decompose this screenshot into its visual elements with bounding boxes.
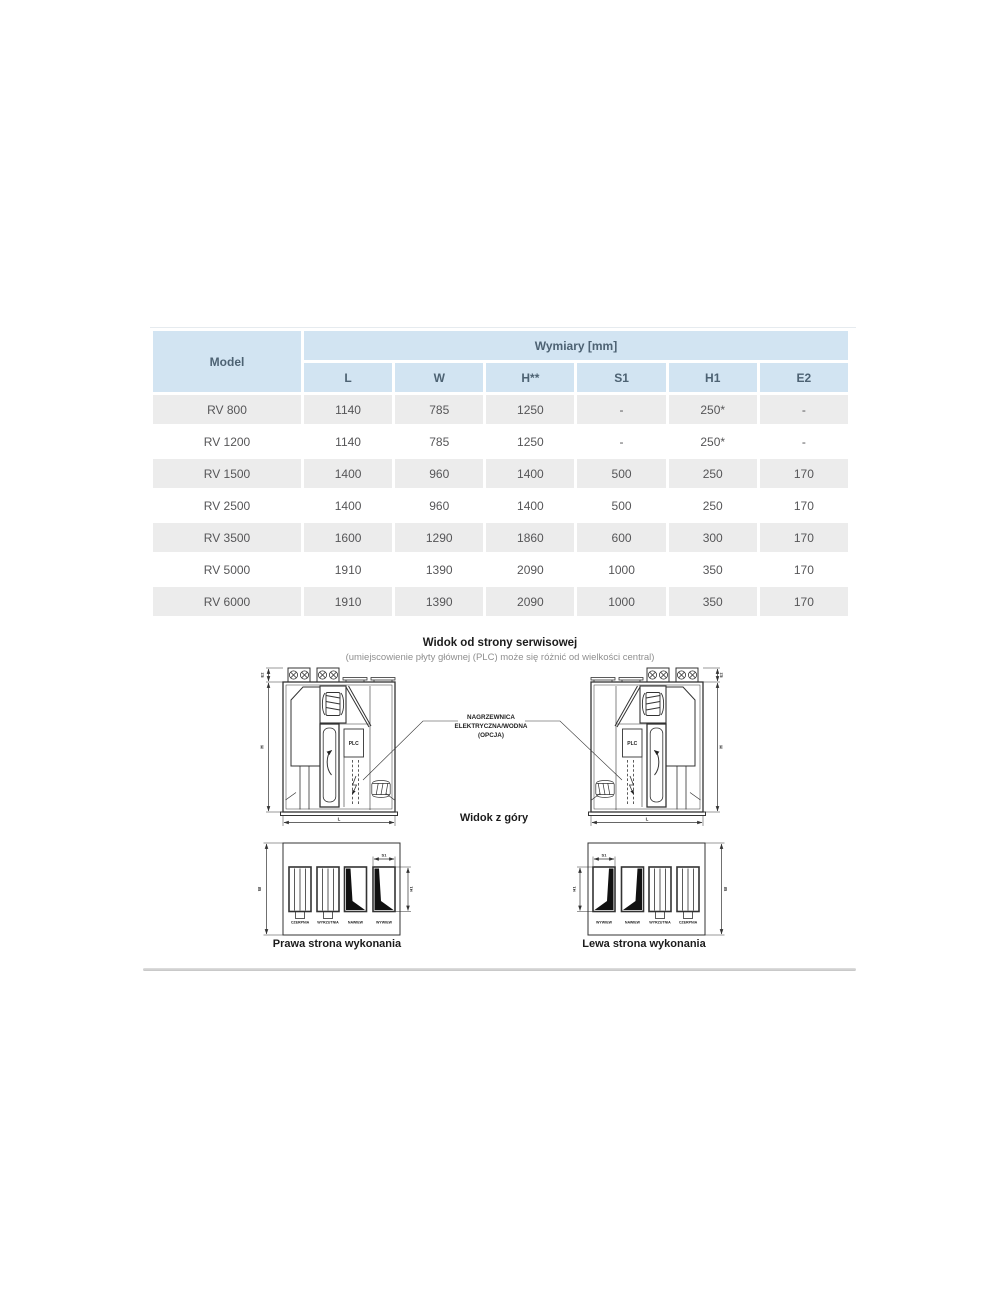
value-cell: 250 — [669, 459, 757, 488]
dim-label-l: L — [645, 816, 649, 822]
value-cell: 1600 — [304, 523, 392, 552]
table-row — [153, 459, 848, 488]
group-header: Wymiary [mm] — [304, 331, 848, 360]
value-cell: 1250 — [486, 395, 574, 424]
table-row — [153, 427, 848, 456]
port-label: CZERPNIA — [678, 920, 698, 925]
col-header-s1: S1 — [577, 363, 665, 392]
value-cell: 960 — [395, 491, 483, 520]
table-row — [153, 395, 848, 424]
dim-label-h1: H1 — [571, 886, 577, 892]
heater-label-line1: NAGRZEWNICA — [467, 714, 515, 721]
table-row — [153, 491, 848, 520]
value-cell: 1910 — [304, 587, 392, 616]
value-cell: 600 — [577, 523, 665, 552]
model-header: Model — [153, 331, 301, 392]
value-cell: 170 — [760, 491, 848, 520]
port-label: WYWIEW — [596, 920, 612, 925]
model-cell: RV 6000 — [153, 587, 301, 616]
dim-label-e2: E2 — [718, 672, 724, 678]
value-cell: - — [577, 395, 665, 424]
value-cell: 1860 — [486, 523, 574, 552]
value-cell: 1390 — [395, 587, 483, 616]
value-cell: 300 — [669, 523, 757, 552]
value-cell: 250 — [669, 491, 757, 520]
value-cell: 1400 — [486, 459, 574, 488]
port-label: WYRZUTNIA — [317, 920, 339, 925]
heater-option-label — [455, 714, 528, 739]
col-header-h1: H1 — [669, 363, 757, 392]
model-cell: RV 800 — [153, 395, 301, 424]
value-cell: 1290 — [395, 523, 483, 552]
value-cell: - — [577, 427, 665, 456]
table-row — [153, 523, 848, 552]
value-cell: 350 — [669, 555, 757, 584]
right-variant-title: Prawa strona wykonania — [272, 938, 402, 950]
col-header-h: H** — [486, 363, 574, 392]
model-cell: RV 5000 — [153, 555, 301, 584]
value-cell: 2090 — [486, 555, 574, 584]
value-cell: 1000 — [577, 587, 665, 616]
value-cell: 1910 — [304, 555, 392, 584]
port-label: NAWIEW — [624, 920, 641, 925]
value-cell: 170 — [760, 459, 848, 488]
dim-label-h: H — [718, 745, 724, 749]
value-cell: 1250 — [486, 427, 574, 456]
table-row — [153, 555, 848, 584]
port-label: NAWIEW — [347, 920, 364, 925]
dim-label-h1: H1 — [408, 886, 414, 892]
value-cell: 250* — [669, 427, 757, 456]
value-cell: 500 — [577, 491, 665, 520]
model-cell: RV 2500 — [153, 491, 301, 520]
service-view-left-unit — [266, 668, 398, 826]
value-cell: 2090 — [486, 587, 574, 616]
value-cell: 1400 — [304, 491, 392, 520]
dim-label-s1: S1 — [381, 852, 387, 858]
plc-label: PLC — [627, 741, 638, 747]
dim-label-w: W — [723, 886, 728, 892]
value-cell: 1140 — [304, 427, 392, 456]
dim-label-l: L — [337, 816, 341, 822]
value-cell: 1400 — [486, 491, 574, 520]
value-cell: 350 — [669, 587, 757, 616]
value-cell: - — [760, 395, 848, 424]
value-cell: 1140 — [304, 395, 392, 424]
value-cell: - — [760, 427, 848, 456]
value-cell: 170 — [760, 523, 848, 552]
value-cell: 500 — [577, 459, 665, 488]
port-label: CZERPNIA — [290, 920, 310, 925]
dim-label-e2: E2 — [259, 672, 265, 678]
col-header-l: L — [304, 363, 392, 392]
top-right-variant-labels — [257, 853, 414, 925]
table-row — [153, 587, 848, 616]
value-cell: 1400 — [304, 459, 392, 488]
service-view-subtitle: (umiejscowienie płyty głównej (PLC) może się różnić od wielkości central) — [345, 652, 655, 663]
col-header-w: W — [395, 363, 483, 392]
value-cell: 785 — [395, 427, 483, 456]
port-label: WYWIEW — [376, 920, 392, 925]
technical-drawings — [0, 630, 1000, 975]
col-header-e2: E2 — [760, 363, 848, 392]
model-cell: RV 1500 — [153, 459, 301, 488]
value-cell: 170 — [760, 555, 848, 584]
dim-label-s1: S1 — [601, 852, 607, 858]
heater-label-line3: (OPCJA) — [478, 732, 504, 739]
service-view-title: Widok od strony serwisowej — [422, 637, 578, 649]
dim-label-h: H — [259, 745, 265, 749]
service-view-right-unit — [589, 668, 721, 826]
port-label: WYRZUTNIA — [649, 920, 671, 925]
value-cell: 1000 — [577, 555, 665, 584]
dimensions-table-wrap — [150, 328, 851, 619]
dim-label-w: W — [257, 886, 262, 892]
left-variant-title: Lewa strona wykonania — [582, 938, 706, 950]
model-cell: RV 1200 — [153, 427, 301, 456]
model-cell: RV 3500 — [153, 523, 301, 552]
value-cell: 1390 — [395, 555, 483, 584]
value-cell: 960 — [395, 459, 483, 488]
dimensions-table — [150, 328, 851, 619]
top-view-title: Widok z góry — [459, 812, 529, 824]
value-cell: 170 — [760, 587, 848, 616]
heater-label-line2: ELEKTRYCZNA/WODNA — [454, 723, 528, 730]
value-cell: 250* — [669, 395, 757, 424]
section-divider — [143, 968, 856, 971]
value-cell: 785 — [395, 395, 483, 424]
plc-label: PLC — [348, 741, 359, 747]
